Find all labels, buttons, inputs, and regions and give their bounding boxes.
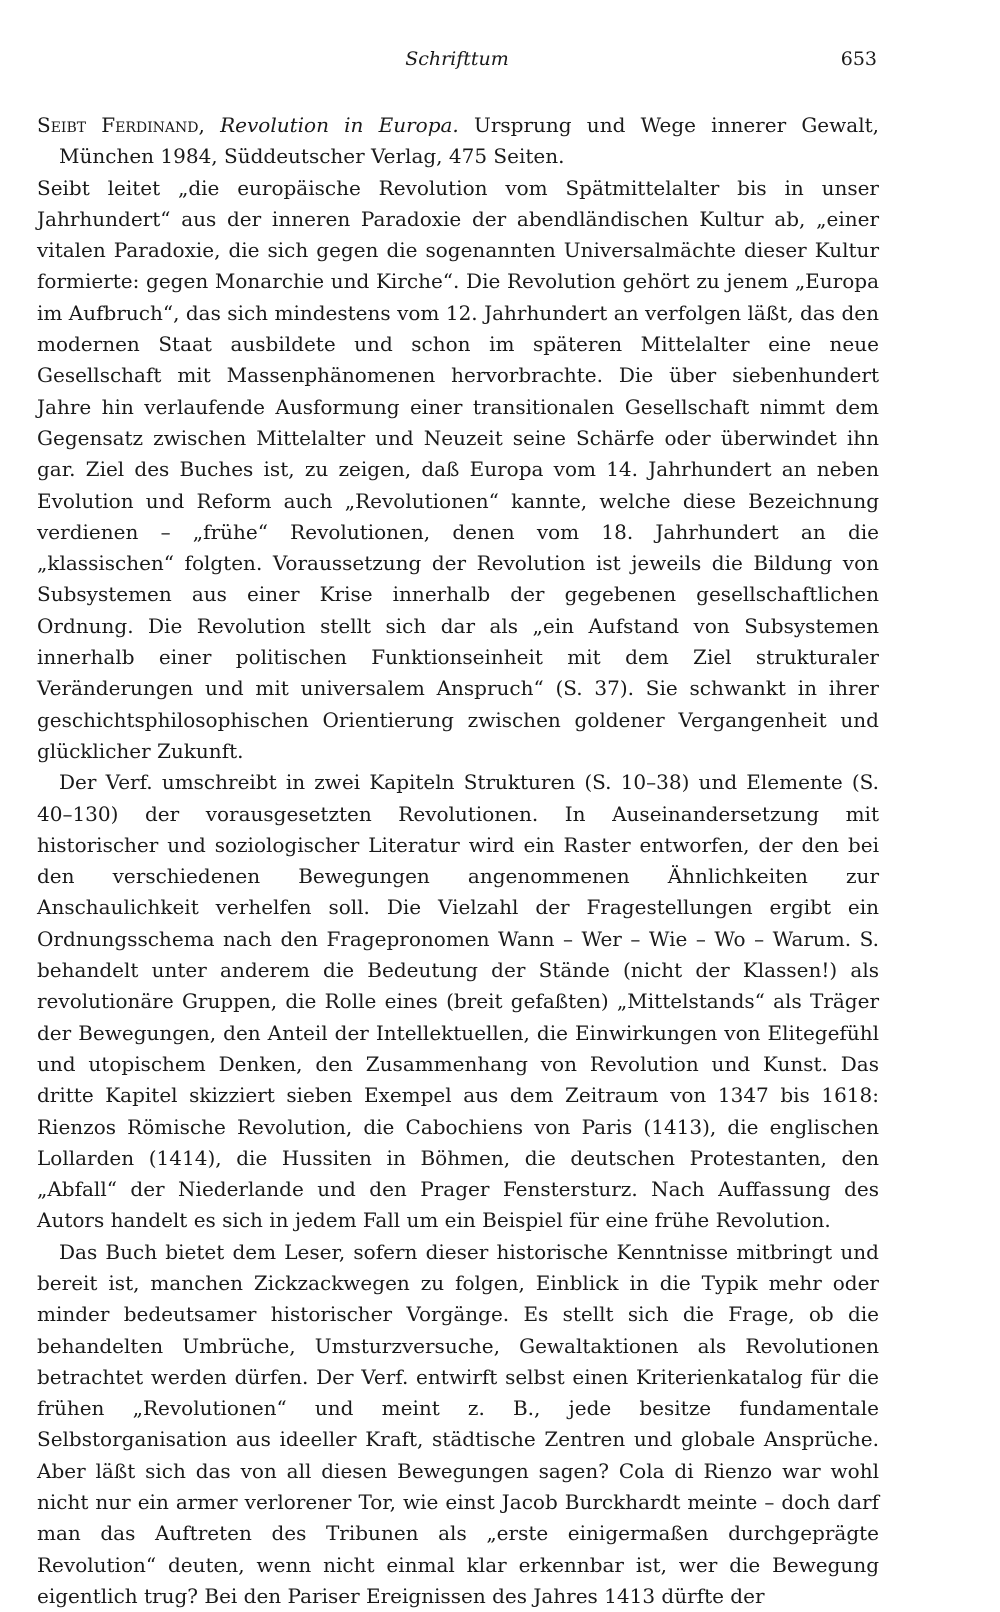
page-number: 653 — [840, 48, 877, 70]
entry-author: Seibt Ferdinand, — [37, 113, 205, 137]
paragraph-1: Seibt leitet „die europäische Revolution vom Spätmittelalter bis in unser Jahrhundert“ aus der inneren Paradoxie der abendländischen Kultur ab, „einer vitalen Paradoxie, die sich gegen die sogenannten Universalmächte dieser Kultur formierte: gegen Monarchie und Kirche“. Die Revolution gehört zu jenem „Europa im Aufbruch“, das sich mindestens vom 12. Jahrhundert an verfolgen läßt, das den modernen Staat ausbildete und schon im späteren Mittelalter eine neue Gesellschaft mit Massenphänomenen hervorbrachte. Die über siebenhundert Jahre hin verlaufende Ausformung einer transitionalen Gesellschaft nimmt dem Gegensatz zwischen Mittelalter und Neuzeit seine Schärfe oder überwindet ihn gar. Ziel des Buches ist, zu zeigen, daß Europa vom 14. Jahrhundert an neben Evolution und Reform auch „Revolutionen“ kannte, welche diese Bezeichnung verdienen – „frühe“ Revolutionen, denen vom 18. Jahrhundert an die „klassischen“ folgten. Voraussetzung der Revolution ist jeweils die Bildung von Subsystemen aus einer Krise innerhalb der gegebenen gesellschaftlichen Ordnung. Die Revolution stellt sich dar als „ein Aufstand von Subsystemen innerhalb einer politischen Funktionseinheit mit dem Ziel strukturaler Veränderungen und mit universalem Anspruch“ (S. 37). Sie schwankt in ihrer geschichtsphilosophischen Orientierung zwischen goldener Vergangenheit und glücklicher Zukunft. — [37, 175, 879, 763]
running-head — [37, 48, 877, 74]
review-body — [37, 110, 879, 1612]
entry-details: Ursprung und Wege innerer Gewalt, München 1984, Süddeutscher Verlag, 475 Seiten. — [59, 113, 879, 169]
paragraph-2: Der Verf. umschreibt in zwei Kapiteln Strukturen (S. 10–38) und Elemente (S. 40–130) der vorausgesetzten Revolutionen. In Auseinandersetzung mit historischer und soziologischer Literatur wird ein Raster entworfen, der den bei den verschiedenen Bewegungen angenommenen Ähnlichkeiten zur Anschaulichkeit verhelfen soll. Die Vielzahl der Fragestellungen ergibt ein Ordnungsschema nach den Fragepronomen Wann – Wer – Wie – Wo – Warum. S. behandelt unter anderem die Bedeutung der Stände (nicht der Klassen!) als revolutionäre Gruppen, die Rolle eines (breit gefaßten) „Mittelstands“ als Träger der Bewegungen, den Anteil der Intellektuellen, die Einwirkungen von Elitegefühl und utopischem Denken, den Zusammenhang von Revolution und Kunst. Das dritte Kapitel skizziert sieben Exempel aus dem Zeitraum von 1347 bis 1618: Rienzos Römische Revolution, die Cabochiens von Paris (1413), die englischen Lollarden (1414), die Hussiten in Böhmen, die deutschen Protestanten, den „Abfall“ der Niederlande und den Prager Fenstersturz. Nach Auffassung des Autors handelt es sich in jedem Fall um ein Beispiel für eine frühe Revolution. — [37, 770, 879, 1233]
paragraph-3: Das Buch bietet dem Leser, sofern dieser historische Kenntnisse mitbringt und bereit ist, manchen Zickzackwegen zu folgen, Einblick in die Typik mehr oder minder bedeutsamer historischer Vorgänge. Es stellt sich die Frage, ob die behandelten Umbrüche, Umsturzversuche, Gewaltaktionen als Revolutionen betrachtet werden dürfen. Der Verf. entwirft selbst einen Kriterienkatalog für die frühen „Revolutionen“ und meint z. B., jede besitze fundamentale Selbstorganisation aus ideeller Kraft, städtische Zentren und globale Ansprüche. Aber läßt sich das von all diesen Bewegungen sagen? Cola di Rienzo war wohl nicht nur ein armer verlorener Tor, wie einst Jacob Burckhardt meinte – doch darf man das Auftreten des Tribunen als „erste einigermaßen durchgeprägte Revolution“ deuten, wenn nicht einmal klar erkennbar ist, wer die Bewegung eigentlich trug? Bei den Pariser Ereignissen des Jahres 1413 dürfte der — [37, 1239, 879, 1608]
running-title: Schrifttum — [405, 48, 509, 70]
entry-title: Revolution in Europa. — [220, 113, 459, 137]
bibliographic-entry — [37, 110, 879, 173]
